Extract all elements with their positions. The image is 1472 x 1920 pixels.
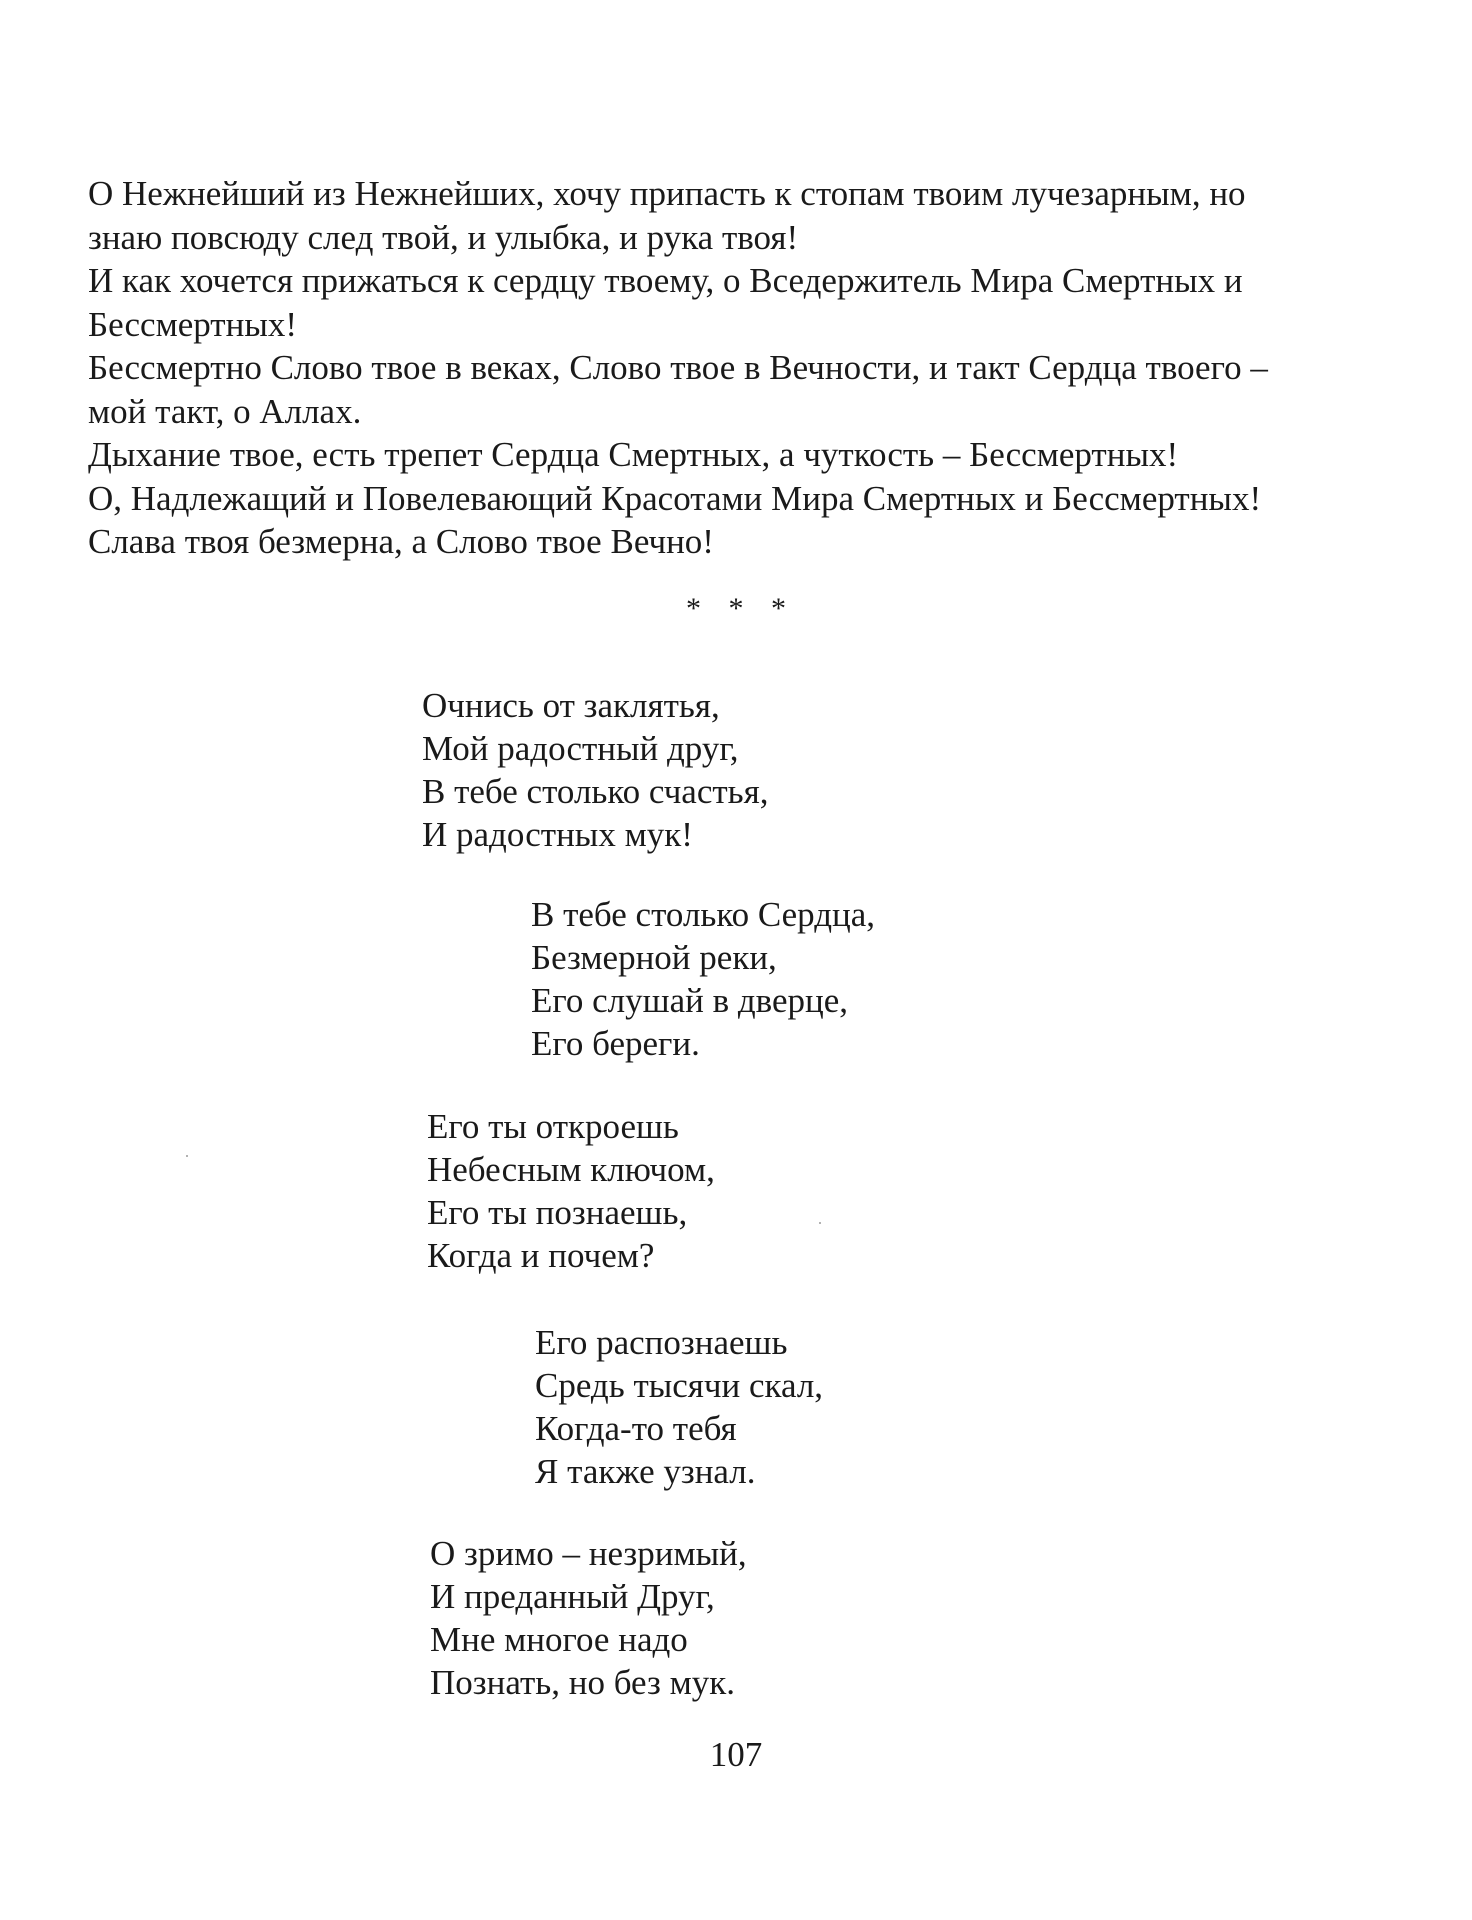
poem-line: Когда и почем? [427, 1236, 655, 1275]
poem-line: Его ты познаешь, [427, 1193, 688, 1232]
poem-line: Его слушай в дверце, [531, 981, 849, 1020]
poem-line: Его береги. [531, 1024, 700, 1063]
poem-stanza-2 [531, 893, 875, 1065]
poem-line: В тебе столько Сердца, [531, 895, 876, 934]
poem-line: Его ты откроешь [427, 1107, 679, 1146]
poem-stanza-1 [422, 684, 768, 856]
poem-line: Средь тысячи скал, [535, 1366, 824, 1405]
scan-speck [819, 1222, 821, 1224]
prose-line: Дыхание твое, есть трепет Сердца Смертных, а чуткость – Бессмертных! [88, 435, 1179, 474]
prose-line: Бессмертных! [88, 304, 297, 344]
poem-line: Небесным ключом, [427, 1150, 715, 1189]
prose-line: И как хочется прижаться к сердцу твоему, о Вседержитель Мира Смертных и [88, 261, 1243, 300]
poem-line: Очнись от заклятья, [422, 686, 720, 725]
poem-line: И преданный Друг, [430, 1577, 715, 1616]
prose-paragraph [88, 172, 1358, 564]
poem-line: О зримо – незримый, [430, 1534, 747, 1573]
prose-line: знаю повсюду след твой, и улыбка, и рука твоя! [88, 217, 799, 257]
section-separator: * * * [686, 592, 796, 625]
scan-speck [186, 1155, 188, 1157]
poem-line: И радостных мук! [422, 815, 693, 854]
poem-line: Когда-то тебя [535, 1409, 737, 1448]
prose-line: мой такт, о Аллах. [88, 391, 362, 431]
poem-line: Познать, но без мук. [430, 1663, 735, 1702]
prose-line: Бессмертно Слово твое в веках, Слово твое в Вечности, и такт Сердца твоего – [88, 348, 1268, 387]
page-number: 107 [709, 1735, 763, 1774]
poem-stanza-5 [430, 1532, 747, 1704]
poem-line: Безмерной реки, [531, 938, 777, 977]
poem-line: Мой радостный друг, [422, 729, 739, 768]
poem-line: Я также узнал. [535, 1452, 756, 1491]
poem-line: В тебе столько счастья, [422, 772, 769, 811]
poem-stanza-4 [535, 1321, 823, 1493]
prose-line: Слава твоя безмерна, а Слово твое Вечно! [88, 522, 714, 561]
prose-line: О Нежнейший из Нежнейших, хочу припасть к стопам твоим лучезарным, но [88, 174, 1246, 213]
poem-line: Мне многое надо [430, 1620, 688, 1659]
poem-stanza-3 [427, 1105, 715, 1277]
poem-line: Его распознаешь [535, 1323, 788, 1362]
prose-line: О, Надлежащий и Повелевающий Красотами Мира Смертных и Бессмертных! [88, 478, 1262, 518]
